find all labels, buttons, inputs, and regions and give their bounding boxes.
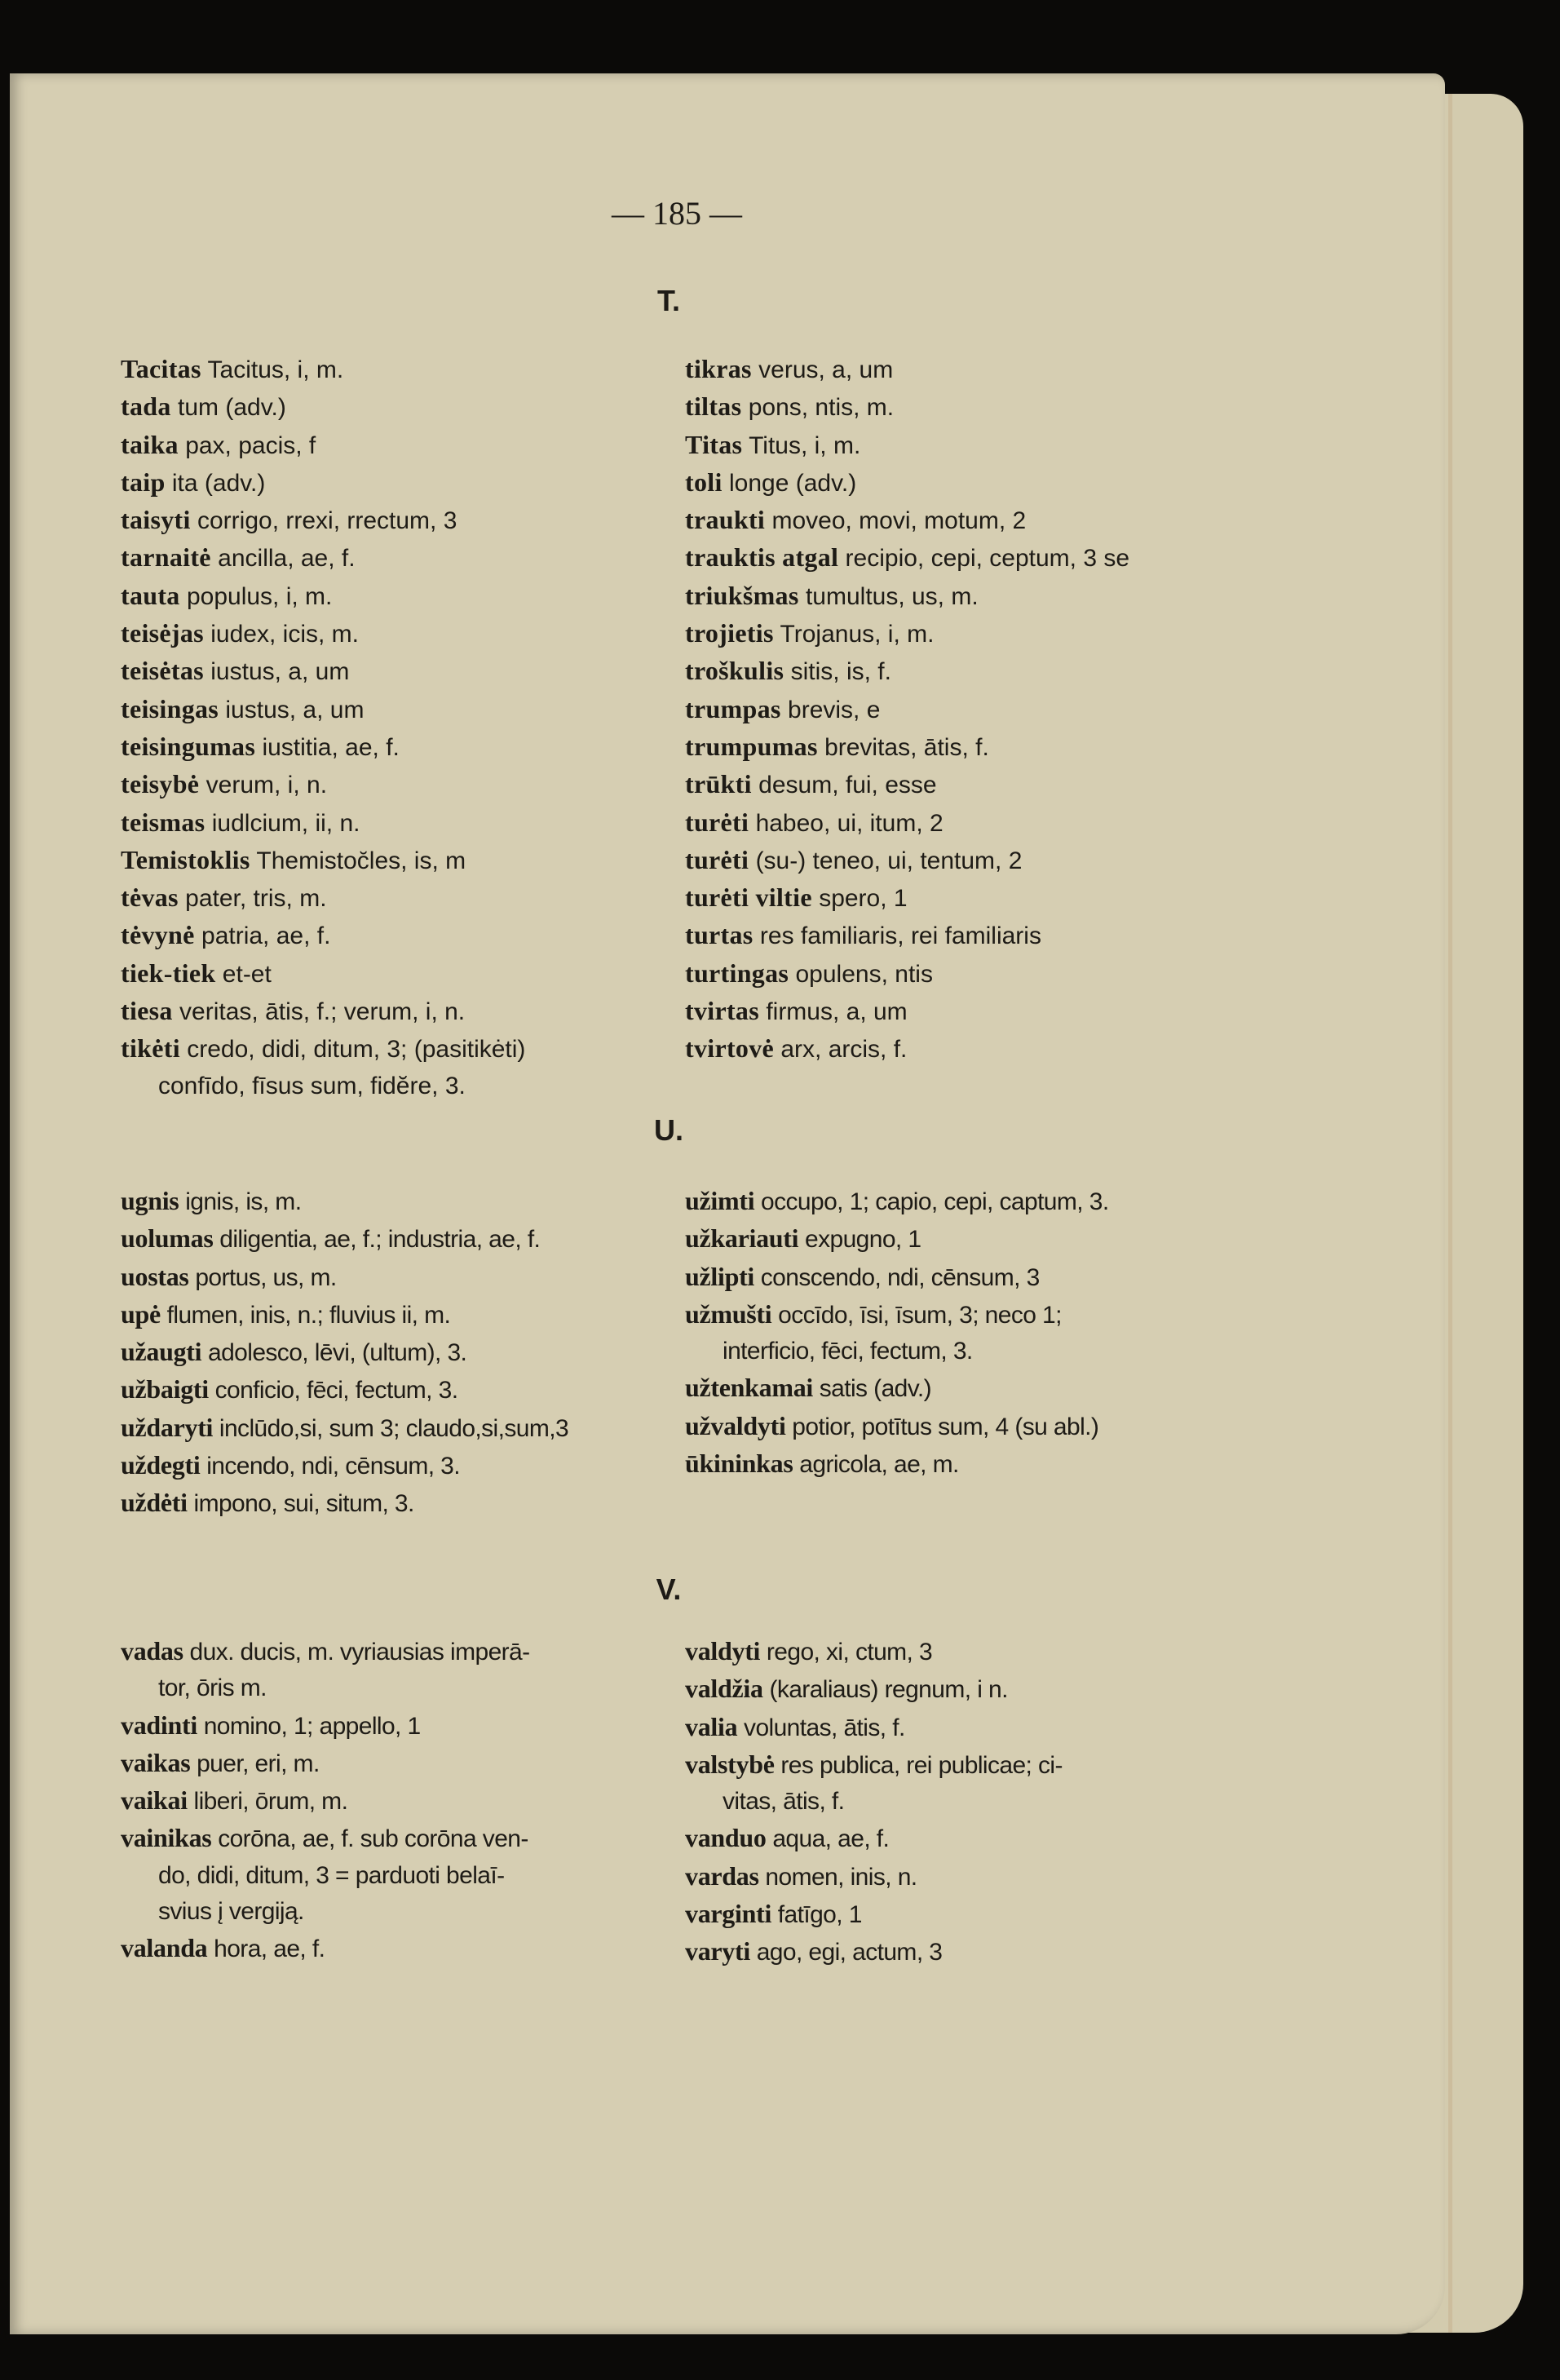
dictionary-entry [121, 1745, 530, 1782]
dictionary-entry [685, 1746, 1063, 1820]
dictionary-entry [685, 351, 1129, 388]
definition: corōna, ae, f. sub corōna ven- [218, 1825, 528, 1853]
headword: užbaigti [121, 1374, 209, 1405]
dictionary-entry [685, 1933, 1063, 1971]
headword: tarnaitė [121, 542, 211, 573]
definition: portus, us, m. [195, 1263, 337, 1291]
headword: užkariauti [685, 1223, 799, 1254]
definition: ago, egi, actum, 3 [756, 1939, 943, 1966]
definition: arx, arcis, f. [780, 1036, 908, 1064]
column-t-left [121, 351, 525, 1104]
dictionary-entry [685, 1896, 1063, 1933]
definition: conscendo, ndi, cēnsum, 3 [760, 1263, 1040, 1291]
headword: tvirtovė [685, 1033, 775, 1064]
definition-continuation: confīdo, fīsus sum, fidĕre, 3. [158, 1072, 466, 1099]
headword: Tacitas [121, 354, 201, 383]
dictionary-entry [121, 1782, 530, 1820]
dictionary-entry [685, 464, 1129, 502]
headword: trauktis atgal [685, 542, 839, 573]
definition: tum (adv.) [178, 394, 286, 422]
definition: patria, ae, f. [201, 922, 331, 950]
dictionary-entry [121, 502, 525, 539]
headword: užvaldyti [685, 1410, 786, 1440]
headword: varginti [685, 1899, 772, 1929]
dictionary-entry [685, 955, 1129, 993]
definition: occīdo, īsi, īsum, 3; neco 1; [778, 1301, 1062, 1329]
headword: taika [121, 429, 179, 459]
dictionary-entry [685, 539, 1129, 577]
dictionary-entry [121, 1296, 568, 1334]
definition: sitis, is, f. [790, 658, 891, 686]
definition: firmus, a, um [766, 998, 908, 1026]
dictionary-entry [121, 1447, 568, 1484]
definition: potior, potītus sum, 4 (su abl.) [792, 1413, 1099, 1440]
dictionary-entry [685, 1220, 1109, 1258]
dictionary-entry [121, 955, 525, 993]
definition: iudex, icis, m. [210, 621, 359, 648]
definition: brevis, e [788, 696, 881, 723]
dictionary-entry [685, 1670, 1063, 1708]
definition: et-et [222, 960, 272, 988]
headword: toli [685, 467, 723, 497]
headword: upė [121, 1298, 161, 1329]
dictionary-entry [121, 464, 525, 502]
dictionary-entry [121, 691, 525, 728]
definition: pater, tris, m. [185, 885, 327, 913]
page-fold [1448, 94, 1452, 2333]
dictionary-entry [685, 577, 1129, 615]
headword: tėvas [121, 883, 179, 913]
headword: valia [685, 1711, 738, 1741]
headword: ugnis [121, 1186, 179, 1215]
dictionary-entry [685, 427, 1129, 464]
definition: Tacitus, i, m. [207, 356, 344, 383]
headword: tėvynė [121, 920, 195, 950]
definition: verum, i, n. [205, 772, 328, 799]
dictionary-entry [121, 1259, 568, 1296]
headword: traukti [685, 505, 766, 535]
dictionary-entry [121, 1183, 568, 1220]
headword: užimti [685, 1186, 755, 1215]
headword: užmušti [685, 1298, 772, 1329]
dictionary-entry [685, 879, 1129, 917]
headword: uostas [121, 1261, 189, 1291]
dictionary-entry [121, 1030, 525, 1104]
definition: impono, sui, situm, 3. [193, 1490, 414, 1518]
dictionary-entry [121, 993, 525, 1030]
headword: teismas [121, 807, 205, 837]
column-u-left [121, 1183, 568, 1523]
definition: flumen, inis, n.; fluvius ii, m. [166, 1301, 451, 1329]
definition: dux. ducis, m. vyriausias imperā- [189, 1639, 530, 1666]
definition: pons, ntis, m. [748, 394, 895, 422]
headword: tiek-tiek [121, 958, 216, 988]
column-t-right [685, 351, 1129, 1068]
headword: trojietis [685, 618, 774, 648]
dictionary-entry [121, 1409, 568, 1447]
dictionary-entry [685, 1858, 1063, 1896]
dictionary-entry [121, 879, 525, 917]
definition: Trojanus, i, m. [780, 621, 935, 648]
page-number: — 185 — [612, 195, 742, 232]
definition: nomen, inis, n. [765, 1863, 917, 1891]
headword: triukšmas [685, 580, 799, 610]
definition: occupo, 1; capio, cepi, captum, 3. [761, 1188, 1109, 1215]
definition: puer, eri, m. [197, 1750, 320, 1777]
definition-continuation: interficio, fēci, fectum, 3. [723, 1338, 973, 1365]
definition: ancilla, ae, f. [218, 545, 356, 573]
headword: troškulis [685, 656, 784, 686]
definition: iustus, a, um [225, 696, 365, 723]
headword: trumpumas [685, 731, 818, 761]
headword: tiesa [121, 996, 173, 1026]
dictionary-entry [685, 691, 1129, 728]
dictionary-entry [121, 1820, 530, 1930]
definition: conficio, fēci, fectum, 3. [214, 1377, 458, 1405]
dictionary-entry [121, 766, 525, 803]
dictionary-entry [121, 653, 525, 690]
definition: brevitas, ātis, f. [824, 733, 989, 761]
section-heading-v: V. [656, 1573, 682, 1606]
definition: (karaliaus) regnum, i n. [769, 1676, 1008, 1704]
definition-continuation: tor, ōris m. [158, 1674, 267, 1702]
definition: liberi, ōrum, m. [193, 1788, 348, 1816]
dictionary-entry [121, 615, 525, 653]
headword: valstybė [685, 1749, 775, 1779]
definition: habeo, ui, itum, 2 [755, 809, 944, 837]
headword: uždegti [121, 1450, 201, 1480]
column-u-right [685, 1183, 1109, 1483]
headword: ūkininkas [685, 1449, 793, 1479]
dictionary-entry [121, 577, 525, 615]
headword: vaikas [121, 1747, 191, 1777]
definition: desum, fui, esse [758, 772, 937, 799]
dictionary-entry [685, 1183, 1109, 1220]
headword: turėti [685, 807, 749, 837]
definition: pax, pacis, f [185, 431, 316, 459]
definition: recipio, cepi, ceptum, 3 se [845, 545, 1130, 573]
dictionary-entry [685, 1633, 1063, 1670]
headword: vadinti [121, 1710, 197, 1740]
definition: res familiaris, rei familiaris [759, 922, 1041, 950]
definition: ignis, is, m. [185, 1188, 302, 1215]
definition: incendo, ndi, cēnsum, 3. [206, 1453, 460, 1480]
dictionary-entry [121, 539, 525, 577]
headword: taip [121, 467, 166, 497]
headword: teisingumas [121, 731, 256, 761]
definition: agricola, ae, m. [799, 1451, 959, 1479]
definition: verus, a, um [758, 356, 894, 383]
dictionary-entry [121, 842, 525, 879]
headword: uždėti [121, 1488, 188, 1518]
definition: populus, i, m. [186, 582, 333, 610]
definition: satis (adv.) [819, 1375, 932, 1403]
dictionary-entry [685, 842, 1129, 879]
headword: vardas [685, 1860, 759, 1891]
dictionary-entry [685, 804, 1129, 842]
dictionary-entry [685, 615, 1129, 653]
dictionary-entry [685, 993, 1129, 1030]
headword: varyti [685, 1936, 750, 1966]
definition: aqua, ae, f. [772, 1825, 890, 1853]
dictionary-entry [121, 1707, 530, 1745]
dictionary-entry [685, 1296, 1109, 1370]
definition: diligentia, ae, f.; industria, ae, f. [219, 1226, 541, 1254]
headword: tikras [685, 354, 752, 383]
definition: iudlcium, ii, n. [211, 809, 360, 837]
definition: ita (adv.) [171, 469, 266, 497]
dictionary-entry [121, 728, 525, 766]
headword: uždaryti [121, 1412, 214, 1442]
dictionary-entry [121, 804, 525, 842]
column-v-left [121, 1633, 530, 1968]
definition: res publica, rei publicae; ci- [780, 1751, 1063, 1779]
dictionary-entry [685, 1369, 1109, 1407]
dictionary-entry [685, 653, 1129, 690]
definition: fatīgo, 1 [777, 1901, 862, 1929]
dictionary-entry [685, 1445, 1109, 1483]
section-heading-t: T. [656, 284, 680, 317]
dictionary-entry [121, 1371, 568, 1409]
definition: spero, 1 [819, 885, 908, 913]
dictionary-entry [685, 1259, 1109, 1296]
headword: tiltas [685, 392, 742, 422]
headword: vaikai [121, 1785, 188, 1816]
definition: rego, xi, ctum, 3 [766, 1639, 933, 1666]
headword: teisingas [121, 693, 219, 723]
definition: opulens, ntis [795, 960, 933, 988]
headword: vadas [121, 1636, 183, 1666]
definition: nomino, 1; appello, 1 [203, 1712, 421, 1740]
definition: iustus, a, um [210, 658, 350, 686]
headword: teisėjas [121, 618, 204, 648]
dictionary-entry [685, 502, 1129, 539]
definition: expugno, 1 [805, 1226, 921, 1254]
headword: valdžia [685, 1674, 763, 1704]
headword: užaugti [121, 1337, 202, 1367]
definition: adolesco, lēvi, (ultum), 3. [208, 1339, 467, 1367]
definition: credo, didi, ditum, 3; (pasitikėti) [187, 1036, 526, 1064]
headword: tada [121, 392, 171, 422]
dictionary-entry [121, 1220, 568, 1258]
definition: voluntas, ātis, f. [744, 1714, 905, 1741]
dictionary-entry [685, 1030, 1129, 1068]
headword: Temistoklis [121, 844, 250, 874]
section-heading-u: U. [654, 1113, 683, 1147]
dictionary-entry [685, 766, 1129, 803]
definition: longe (adv.) [728, 469, 857, 497]
dictionary-entry [121, 427, 525, 464]
definition-continuation: svius į vergiją. [158, 1898, 304, 1926]
definition: Titus, i, m. [749, 431, 861, 459]
headword: taisyti [121, 505, 191, 535]
headword: užlipti [685, 1261, 755, 1291]
headword: teisybė [121, 769, 200, 799]
headword: turėti [685, 844, 749, 874]
definition: tumultus, us, m. [805, 582, 979, 610]
headword: vanduo [685, 1823, 767, 1853]
headword: turtas [685, 920, 753, 950]
definition: (su-) teneo, ui, tentum, 2 [755, 847, 1023, 874]
definition: hora, ae, f. [214, 1935, 325, 1963]
dictionary-entry [685, 1408, 1109, 1445]
dictionary-entry [121, 917, 525, 954]
definition: moveo, movi, motum, 2 [771, 507, 1027, 535]
dictionary-entry [685, 388, 1129, 426]
dictionary-entry [121, 388, 525, 426]
definition-continuation: vitas, ātis, f. [723, 1788, 845, 1816]
dictionary-entry [685, 1820, 1063, 1857]
headword: Titas [685, 429, 743, 459]
definition: inclūdo,si, sum 3; claudo,si,sum,3 [219, 1414, 569, 1442]
dictionary-entry [121, 1930, 530, 1967]
dictionary-entry [685, 728, 1129, 766]
headword: tvirtas [685, 996, 759, 1026]
headword: tauta [121, 580, 180, 610]
headword: valdyti [685, 1636, 761, 1666]
headword: tikėti [121, 1033, 180, 1064]
headword: turtingas [685, 958, 789, 988]
headword: uolumas [121, 1223, 214, 1254]
definition-continuation: do, didi, ditum, 3 = parduoti belaī- [158, 1861, 505, 1889]
column-v-right [685, 1633, 1063, 1971]
headword: vainikas [121, 1823, 212, 1853]
definition: corrigo, rrexi, rrectum, 3 [197, 507, 457, 535]
dictionary-entry [685, 1709, 1063, 1746]
headword: trumpas [685, 693, 781, 723]
headword: teisėtas [121, 656, 204, 686]
headword: turėti viltie [685, 883, 812, 913]
definition: veritas, ātis, f.; verum, i, n. [179, 998, 466, 1026]
headword: valanda [121, 1933, 208, 1963]
headword: užtenkamai [685, 1373, 814, 1403]
dictionary-entry [121, 1633, 530, 1707]
dictionary-entry [121, 1484, 568, 1522]
dictionary-entry [121, 351, 525, 388]
definition: Themistoc̆les, is, m [256, 847, 466, 874]
headword: trūkti [685, 769, 752, 799]
dictionary-entry [685, 917, 1129, 954]
dictionary-entry [121, 1334, 568, 1371]
definition: iustitia, ae, f. [262, 733, 400, 761]
